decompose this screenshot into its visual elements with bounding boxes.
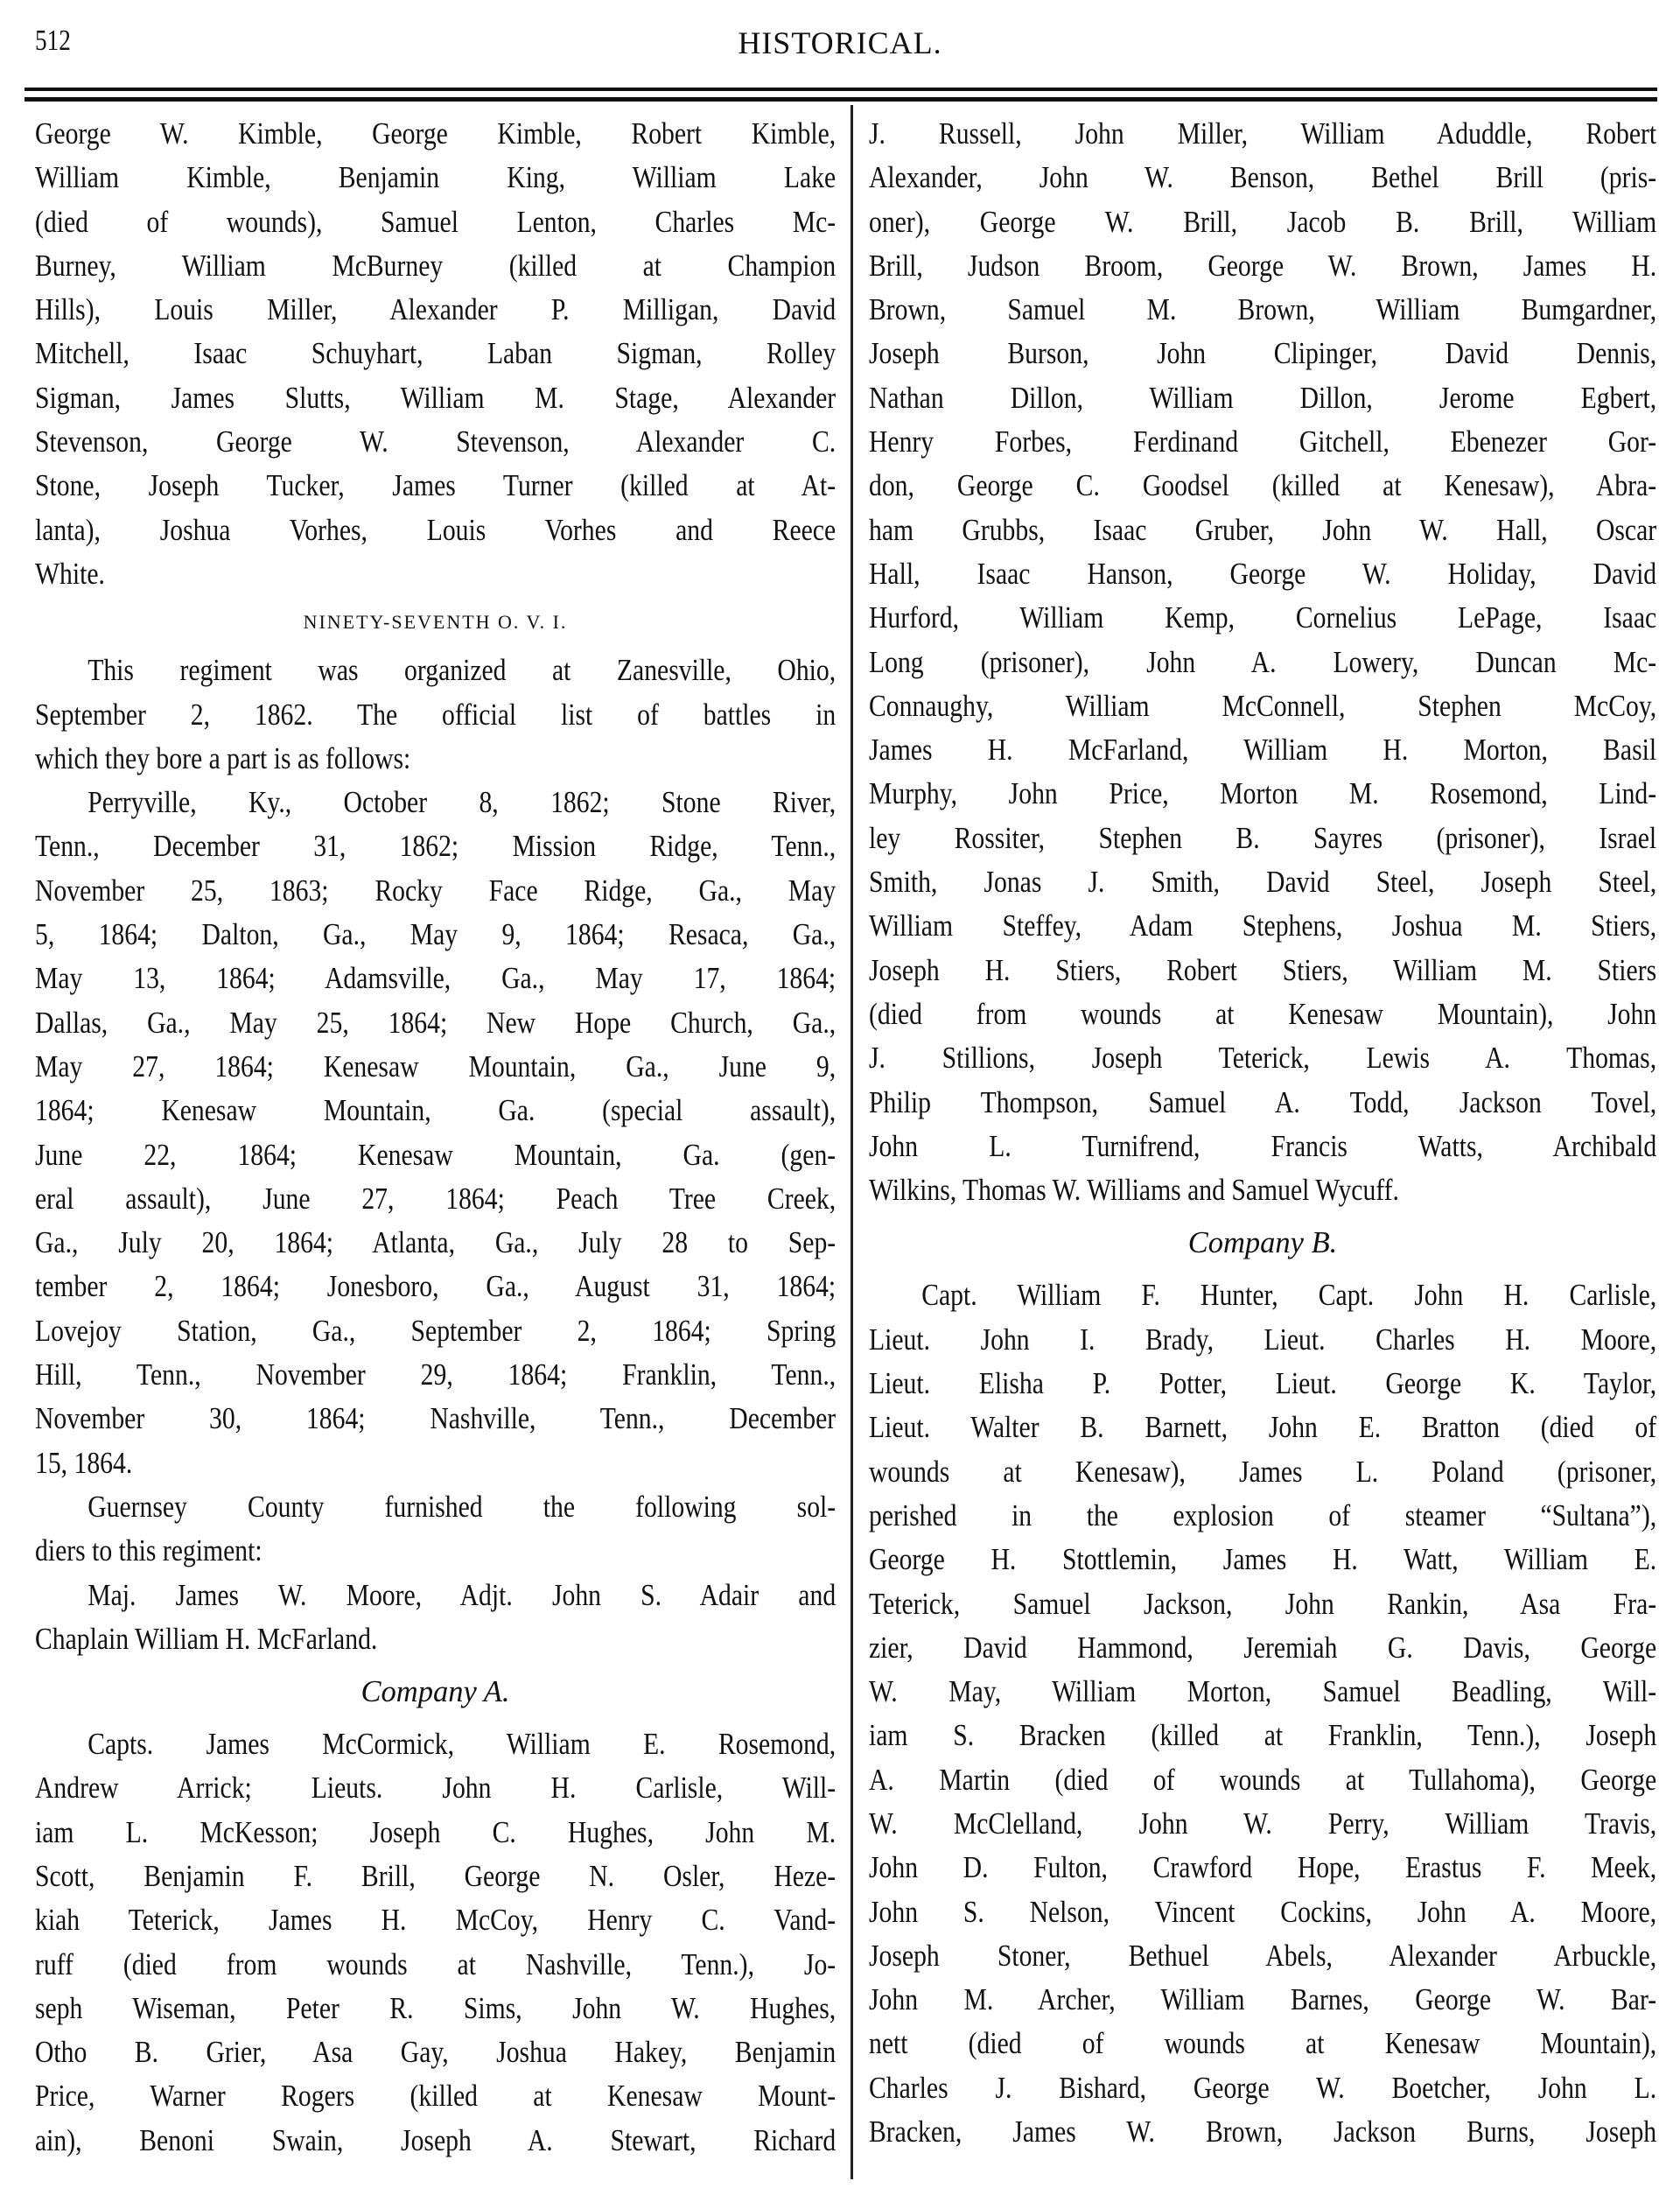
text-line: James H. McFarland, William H. Morton, Basil xyxy=(869,733,1657,768)
text-line: lanta), Joshua Vorhes, Louis Vorhes and Reece xyxy=(35,513,836,547)
text-line: tember 2, 1864; Jonesboro, Ga., August 31, 1864; xyxy=(35,1270,836,1304)
column-divider xyxy=(850,105,853,2179)
text-line: William Kimble, Benjamin King, William Lake xyxy=(35,161,836,195)
text-line: Dallas, Ga., May 25, 1864; New Hope Church, Ga., xyxy=(35,1006,836,1040)
staff-paragraph xyxy=(35,1574,836,1662)
text-line: Andrew Arrick; Lieuts. John H. Carlisle, Will- xyxy=(35,1771,836,1806)
text-line: Hill, Tenn., November 29, 1864; Franklin, Tenn., xyxy=(35,1358,836,1392)
text-line: John S. Nelson, Vincent Cockins, John A. Moore, xyxy=(869,1895,1657,1929)
company-b-heading: Company B. xyxy=(1187,1226,1338,1260)
text-line: Capt. William F. Hunter, Capt. John H. Carlisle, xyxy=(921,1279,1657,1313)
text-line: don, George C. Goodsel (killed at Kenesaw), Abra- xyxy=(869,469,1657,503)
guernsey-paragraph xyxy=(35,1485,836,1574)
text-line: November 25, 1863; Rocky Face Ridge, Ga., May xyxy=(35,873,836,908)
text-line: Charles J. Bishard, George W. Boetcher, John L. xyxy=(869,2071,1657,2105)
text-line: seph Wiseman, Peter R. Sims, John W. Hughes, xyxy=(35,1991,836,2025)
text-line: John L. Turnifrend, Francis Watts, Archibald xyxy=(869,1129,1657,1163)
text-line: Henry Forbes, Ferdinand Gitchell, Ebenezer Gor- xyxy=(869,425,1657,459)
text-line: Hills), Louis Miller, Alexander P. Milligan, David xyxy=(35,293,836,327)
text-line: (died from wounds at Kenesaw Mountain), John xyxy=(869,997,1657,1031)
text-line: Tenn., December 31, 1862; Mission Ridge, Tenn., xyxy=(35,830,836,864)
text-line: November 30, 1864; Nashville, Tenn., December xyxy=(35,1402,836,1436)
text-line: Capts. James McCormick, William E. Rosemond, xyxy=(88,1728,836,1762)
left-column xyxy=(35,112,836,2163)
text-line: Mitchell, Isaac Schuyhart, Laban Sigman, Rolley xyxy=(35,337,836,371)
running-title: HISTORICAL. xyxy=(738,25,942,60)
text-line: Alexander, John W. Benson, Bethel Brill (pris- xyxy=(869,161,1657,195)
battles-paragraph xyxy=(35,781,836,1485)
text-line: Connaughy, William McConnell, Stephen McCoy, xyxy=(869,689,1657,723)
text-line: kiah Teterick, James H. McCoy, Henry C. Vand- xyxy=(35,1904,836,1938)
header-rule-thick xyxy=(24,97,1657,102)
text-line: Joseph Stoner, Bethuel Abels, Alexander Arbuckle, xyxy=(869,1939,1657,1973)
text-line: eral assault), June 27, 1864; Peach Tree Creek, xyxy=(35,1182,836,1216)
text-line: White. xyxy=(35,557,105,591)
text-line: Maj. James W. Moore, Adjt. John S. Adair and xyxy=(88,1578,836,1612)
text-line: Hall, Isaac Hanson, George W. Holiday, David xyxy=(869,557,1657,591)
text-line: which they bore a part is as follows: xyxy=(35,741,411,775)
text-line: Murphy, John Price, Morton M. Rosemond, Lind- xyxy=(869,777,1657,811)
text-line: wounds at Kenesaw), James L. Poland (prisoner, xyxy=(869,1455,1657,1489)
header-rule-thin xyxy=(24,88,1657,91)
text-line: Teterick, Samuel Jackson, John Rankin, Asa Fra- xyxy=(869,1587,1657,1621)
text-line: Joseph H. Stiers, Robert Stiers, William M. Stiers xyxy=(869,953,1657,987)
text-line: J. Russell, John Miller, William Aduddle, Robert xyxy=(869,117,1657,151)
text-line: ruff (died from wounds at Nashville, Tenn.), Jo- xyxy=(35,1947,836,1981)
text-line: ley Rossiter, Stephen B. Sayres (prisoner), Israel xyxy=(869,821,1657,855)
section-heading: NINETY-SEVENTH O. V. I. xyxy=(303,611,568,634)
text-line: W. McClelland, John W. Perry, William Travis, xyxy=(869,1806,1657,1841)
running-header xyxy=(0,25,1680,68)
text-line: September 2, 1862. The official list of battles in xyxy=(35,698,836,732)
text-line: William Steffey, Adam Stephens, Joshua M. Stiers, xyxy=(869,909,1657,943)
text-line: zier, David Hammond, Jeremiah G. Davis, George xyxy=(869,1630,1657,1665)
text-line: Sigman, James Slutts, William M. Stage, Alexander xyxy=(35,381,836,415)
text-line: George H. Stottlemin, James H. Watt, William E. xyxy=(869,1543,1657,1577)
text-line: 1864; Kenesaw Mountain, Ga. (special assault), xyxy=(35,1094,836,1128)
text-line: 5, 1864; Dalton, Ga., May 9, 1864; Resaca, Ga., xyxy=(35,918,836,952)
text-line: J. Stillions, Joseph Teterick, Lewis A. Thomas, xyxy=(869,1041,1657,1076)
text-line: Brown, Samuel M. Brown, William Bumgardner, xyxy=(869,293,1657,327)
text-line: Brill, Judson Broom, George W. Brown, James H. xyxy=(869,249,1657,283)
text-line: Lovejoy Station, Ga., September 2, 1864; Spring xyxy=(35,1314,836,1348)
text-line: A. Martin (died of wounds at Tullahoma), George xyxy=(869,1763,1657,1797)
text-line: (died of wounds), Samuel Lenton, Charles Mc- xyxy=(35,205,836,239)
text-line: Ga., July 20, 1864; Atlanta, Ga., July 28 to Sep- xyxy=(35,1226,836,1260)
text-line: ham Grubbs, Isaac Gruber, John W. Hall, Oscar xyxy=(869,513,1657,547)
text-line: Nathan Dillon, William Dillon, Jerome Egbert, xyxy=(869,381,1657,415)
text-line: Philip Thompson, Samuel A. Todd, Jackson Tovel, xyxy=(869,1085,1657,1119)
text-line: Guernsey County furnished the following sol- xyxy=(88,1490,836,1524)
company-a-continued-paragraph xyxy=(869,112,1656,1212)
text-line: Stone, Joseph Tucker, James Turner (killed at At- xyxy=(35,469,836,503)
page-number: 512 xyxy=(35,25,71,57)
text-line: This regiment was organized at Zanesville, Ohio, xyxy=(88,654,836,688)
text-line: Price, Warner Rogers (killed at Kenesaw Mount- xyxy=(35,2079,836,2114)
text-line: June 22, 1864; Kenesaw Mountain, Ga. (gen- xyxy=(35,1138,836,1172)
text-line: John D. Fulton, Crawford Hope, Erastus F. Meek, xyxy=(869,1851,1657,1885)
kimble-names-paragraph xyxy=(35,112,836,596)
text-line: George W. Kimble, George Kimble, Robert Kimble, xyxy=(35,117,836,151)
text-line: Smith, Jonas J. Smith, David Steel, Joseph Steel, xyxy=(869,866,1657,900)
text-line: Hurford, William Kemp, Cornelius LePage, Isaac xyxy=(869,601,1657,635)
text-line: Stevenson, George W. Stevenson, Alexander C. xyxy=(35,425,836,459)
text-line: iam L. McKesson; Joseph C. Hughes, John M. xyxy=(35,1815,836,1849)
text-line: Lieut. John I. Brady, Lieut. Charles H. Moore, xyxy=(869,1322,1657,1357)
text-line: Lieut. Elisha P. Potter, Lieut. George K. Taylor, xyxy=(869,1367,1657,1401)
text-line: W. May, William Morton, Samuel Beadling, Will- xyxy=(869,1675,1657,1709)
company-a-heading: Company A. xyxy=(360,1675,510,1709)
text-line: Burney, William McBurney (killed at Champion xyxy=(35,249,836,283)
text-line: ain), Benoni Swain, Joseph A. Stewart, Richard xyxy=(35,2123,836,2157)
text-line: Wilkins, Thomas W. Williams and Samuel Wycuff. xyxy=(869,1174,1399,1208)
right-column xyxy=(869,112,1656,2154)
text-line: Chaplain William H. McFarland. xyxy=(35,1622,378,1656)
text-line: 15, 1864. xyxy=(35,1446,133,1480)
text-line: oner), George W. Brill, Jacob B. Brill, William xyxy=(869,205,1657,239)
intro-paragraph xyxy=(35,649,836,781)
text-line: perished in the explosion of steamer “Sultana”), xyxy=(869,1498,1657,1532)
text-line: Joseph Burson, John Clipinger, David Dennis, xyxy=(869,337,1657,371)
text-line: Long (prisoner), John A. Lowery, Duncan Mc- xyxy=(869,645,1657,679)
text-line: Otho B. Grier, Asa Gay, Joshua Hakey, Benjamin xyxy=(35,2036,836,2070)
text-line: iam S. Bracken (killed at Franklin, Tenn.), Joseph xyxy=(869,1719,1657,1753)
text-line: Bracken, James W. Brown, Jackson Burns, Joseph xyxy=(869,2115,1657,2149)
text-line: May 13, 1864; Adamsville, Ga., May 17, 1864; xyxy=(35,962,836,996)
text-line: Lieut. Walter B. Barnett, John E. Bratton (died of xyxy=(869,1411,1657,1445)
text-line: diers to this regiment: xyxy=(35,1534,262,1568)
text-line: Scott, Benjamin F. Brill, George N. Osler, Heze- xyxy=(35,1859,836,1893)
text-line: May 27, 1864; Kenesaw Mountain, Ga., June 9, xyxy=(35,1049,836,1083)
company-b-paragraph xyxy=(869,1273,1656,2154)
company-a-paragraph xyxy=(35,1722,836,2163)
text-line: nett (died of wounds at Kenesaw Mountain), xyxy=(869,2027,1657,2061)
text-line: Perryville, Ky., October 8, 1862; Stone River, xyxy=(88,786,836,820)
text-line: John M. Archer, William Barnes, George W. Bar- xyxy=(869,1983,1657,2017)
